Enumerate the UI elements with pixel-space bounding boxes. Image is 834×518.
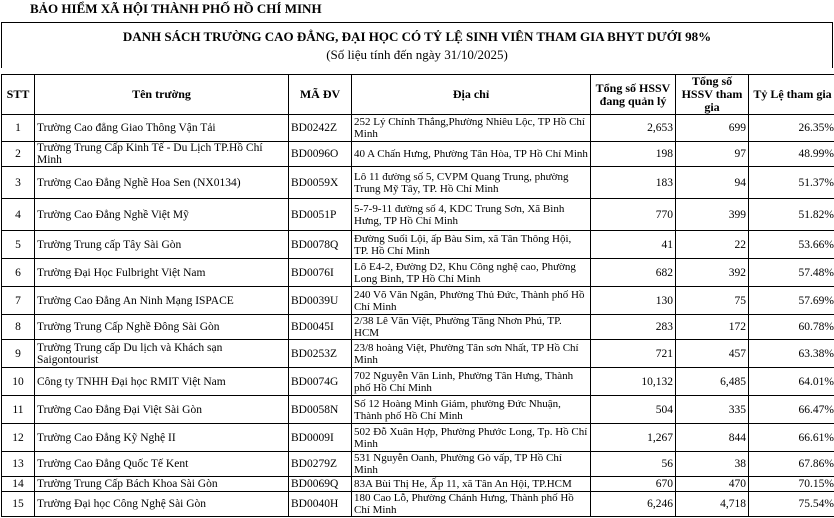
cell-managed-count: 1,267 xyxy=(591,424,676,452)
cell-unit-code: BD0059X xyxy=(289,167,352,199)
cell-joined-count: 844 xyxy=(676,424,749,452)
table-row xyxy=(2,167,834,199)
schools-table xyxy=(1,74,834,517)
col-header-rate: Tỷ Lệ tham gia xyxy=(749,75,834,115)
cell-joined-count: 97 xyxy=(676,142,749,167)
cell-address: 40 A Chấn Hưng, Phường Tân Hòa, TP Hồ Chí Minh xyxy=(352,142,591,167)
cell-unit-code: BD0009I xyxy=(289,424,352,452)
cell-address: Lô 11 đường số 5, CVPM Quang Trung, phường Trung Mỹ Tây, TP. Hồ Chí Minh xyxy=(352,167,591,199)
cell-unit-code: BD0069Q xyxy=(289,477,352,492)
cell-school-name: Trường Đại Học Fulbright Việt Nam xyxy=(35,259,289,287)
cell-unit-code: BD0039U xyxy=(289,287,352,315)
col-header-code: MÃ ĐV xyxy=(289,75,352,115)
cell-joined-count: 399 xyxy=(676,199,749,231)
cell-unit-code: BD0096O xyxy=(289,142,352,167)
cell-stt: 6 xyxy=(2,259,35,287)
cell-managed-count: 183 xyxy=(591,167,676,199)
cell-unit-code: BD0076I xyxy=(289,259,352,287)
report-title-box xyxy=(1,22,833,68)
cell-address: 531 Nguyễn Oanh, Phường Gò vấp, TP Hồ Chí Minh xyxy=(352,452,591,477)
table-row xyxy=(2,396,834,424)
cell-school-name: Trường Cao đẳng Giao Thông Vận Tải xyxy=(35,115,289,142)
cell-joined-count: 335 xyxy=(676,396,749,424)
cell-school-name: Trường Trung Cấp Kinh Tế - Du Lịch TP.Hồ Chí Minh xyxy=(35,142,289,167)
cell-managed-count: 283 xyxy=(591,315,676,340)
report-title: DANH SÁCH TRƯỜNG CAO ĐẲNG, ĐẠI HỌC CÓ TỶ LỆ SINH VIÊN THAM GIA BHYT DƯỚI 98% xyxy=(122,29,712,44)
cell-school-name: Trường Cao Đẳng An Ninh Mạng ISPACE xyxy=(35,287,289,315)
cell-stt: 9 xyxy=(2,340,35,368)
organization-name: BẢO HIỂM XÃ HỘI THÀNH PHỐ HỒ CHÍ MINH xyxy=(30,1,322,16)
cell-school-name: Trường Trung cấp Tây Sài Gòn xyxy=(35,231,289,259)
cell-stt: 5 xyxy=(2,231,35,259)
cell-school-name: Trường Cao Đẳng Đại Việt Sài Gòn xyxy=(35,396,289,424)
cell-joined-count: 4,718 xyxy=(676,492,749,517)
table-row xyxy=(2,287,834,315)
cell-school-name: Trường Trung Cấp Bách Khoa Sài Gòn xyxy=(35,477,289,492)
table-row xyxy=(2,142,834,167)
table-row xyxy=(2,259,834,287)
cell-address: 2/38 Lê Văn Việt, Phường Tăng Nhơn Phú, TP. HCM xyxy=(352,315,591,340)
cell-joined-count: 392 xyxy=(676,259,749,287)
cell-stt: 7 xyxy=(2,287,35,315)
cell-participation-rate: 51.37% xyxy=(749,167,834,199)
cell-participation-rate: 75.54% xyxy=(749,492,834,517)
cell-participation-rate: 70.15% xyxy=(749,477,834,492)
report-subtitle: (Số liệu tính đến ngày 31/10/2025) xyxy=(326,47,508,62)
cell-participation-rate: 57.48% xyxy=(749,259,834,287)
table-row xyxy=(2,231,834,259)
cell-managed-count: 6,246 xyxy=(591,492,676,517)
cell-stt: 12 xyxy=(2,424,35,452)
cell-address: 23/8 hoàng Việt, Phường Tân sơn Nhất, TP Hồ Chí Minh xyxy=(352,340,591,368)
cell-joined-count: 38 xyxy=(676,452,749,477)
cell-joined-count: 6,485 xyxy=(676,368,749,396)
cell-unit-code: BD0051P xyxy=(289,199,352,231)
cell-school-name: Công ty TNHH Đại học RMIT Việt Nam xyxy=(35,368,289,396)
cell-address: 180 Cao Lỗ, Phường Chánh Hưng, Thành phố Hồ Chí Minh xyxy=(352,492,591,517)
cell-participation-rate: 51.82% xyxy=(749,199,834,231)
table-body xyxy=(2,115,834,517)
cell-address: 5-7-9-11 đường số 4, KDC Trung Sơn, Xã Bình Hưng, TP Hồ Chí Minh xyxy=(352,199,591,231)
cell-managed-count: 721 xyxy=(591,340,676,368)
cell-address: Số 12 Hoàng Minh Giám, phường Đức Nhuận, Thành phố Hồ Chí Minh xyxy=(352,396,591,424)
cell-joined-count: 470 xyxy=(676,477,749,492)
cell-participation-rate: 57.69% xyxy=(749,287,834,315)
cell-stt: 2 xyxy=(2,142,35,167)
cell-school-name: Trường Trung Cấp Nghề Đông Sài Gòn xyxy=(35,315,289,340)
cell-unit-code: BD0074G xyxy=(289,368,352,396)
cell-school-name: Trường Cao Đẳng Nghề Việt Mỹ xyxy=(35,199,289,231)
cell-stt: 13 xyxy=(2,452,35,477)
cell-unit-code: BD0078Q xyxy=(289,231,352,259)
col-header-address: Địa chỉ xyxy=(352,75,591,115)
cell-participation-rate: 66.47% xyxy=(749,396,834,424)
col-header-managed: Tổng số HSSV đang quản lý xyxy=(591,75,676,115)
cell-managed-count: 198 xyxy=(591,142,676,167)
cell-managed-count: 130 xyxy=(591,287,676,315)
cell-school-name: Trường Cao Đẳng Nghề Hoa Sen (NX0134) xyxy=(35,167,289,199)
cell-address: 83A Bùi Thị He, Ấp 11, xã Tân An Hội, TP.HCM xyxy=(352,477,591,492)
cell-participation-rate: 66.61% xyxy=(749,424,834,452)
cell-managed-count: 41 xyxy=(591,231,676,259)
cell-stt: 1 xyxy=(2,115,35,142)
table-row xyxy=(2,424,834,452)
cell-address: 252 Lý Chính Thắng,Phường Nhiêu Lộc, TP Hồ Chí Minh xyxy=(352,115,591,142)
cell-joined-count: 75 xyxy=(676,287,749,315)
cell-participation-rate: 64.01% xyxy=(749,368,834,396)
cell-unit-code: BD0253Z xyxy=(289,340,352,368)
cell-unit-code: BD0242Z xyxy=(289,115,352,142)
cell-address: Lô E4-2, Đường D2, Khu Công nghệ cao, Phường Long Bình, TP Hồ Chí Minh xyxy=(352,259,591,287)
cell-school-name: Trường Cao Đẳng Quốc Tế Kent xyxy=(35,452,289,477)
table-row xyxy=(2,115,834,142)
cell-unit-code: BD0040H xyxy=(289,492,352,517)
table-row xyxy=(2,368,834,396)
cell-address: 702 Nguyễn Văn Linh, Phường Tân Hưng, Thành phố Hồ Chí Minh xyxy=(352,368,591,396)
cell-joined-count: 22 xyxy=(676,231,749,259)
cell-unit-code: BD0058N xyxy=(289,396,352,424)
cell-managed-count: 770 xyxy=(591,199,676,231)
cell-school-name: Trường Cao Đẳng Kỹ Nghệ II xyxy=(35,424,289,452)
cell-managed-count: 670 xyxy=(591,477,676,492)
cell-unit-code: BD0279Z xyxy=(289,452,352,477)
cell-managed-count: 682 xyxy=(591,259,676,287)
cell-school-name: Trường Trung cấp Du lịch và Khách sạn Saigontourist xyxy=(35,340,289,368)
col-header-joined: Tổng số HSSV tham gia xyxy=(676,75,749,115)
table-row xyxy=(2,452,834,477)
table-row xyxy=(2,315,834,340)
cell-managed-count: 56 xyxy=(591,452,676,477)
cell-participation-rate: 63.38% xyxy=(749,340,834,368)
cell-participation-rate: 67.86% xyxy=(749,452,834,477)
cell-address: Đường Suối Lội, ấp Bàu Sim, xã Tân Thông Hội, TP. Hồ Chí Minh xyxy=(352,231,591,259)
cell-address: 240 Võ Văn Ngân, Phường Thủ Đức, Thành phố Hồ Chí Minh xyxy=(352,287,591,315)
table-header-row xyxy=(2,75,834,115)
cell-participation-rate: 53.66% xyxy=(749,231,834,259)
cell-managed-count: 504 xyxy=(591,396,676,424)
cell-participation-rate: 26.35% xyxy=(749,115,834,142)
cell-stt: 10 xyxy=(2,368,35,396)
cell-participation-rate: 60.78% xyxy=(749,315,834,340)
cell-unit-code: BD0045I xyxy=(289,315,352,340)
col-header-name: Tên trường xyxy=(35,75,289,115)
cell-stt: 14 xyxy=(2,477,35,492)
cell-managed-count: 2,653 xyxy=(591,115,676,142)
cell-joined-count: 457 xyxy=(676,340,749,368)
table-row xyxy=(2,492,834,517)
table-row xyxy=(2,477,834,492)
table-row xyxy=(2,340,834,368)
cell-stt: 4 xyxy=(2,199,35,231)
cell-joined-count: 94 xyxy=(676,167,749,199)
cell-participation-rate: 48.99% xyxy=(749,142,834,167)
cell-school-name: Trường Đại học Công Nghệ Sài Gòn xyxy=(35,492,289,517)
cell-stt: 8 xyxy=(2,315,35,340)
cell-joined-count: 172 xyxy=(676,315,749,340)
cell-stt: 11 xyxy=(2,396,35,424)
cell-managed-count: 10,132 xyxy=(591,368,676,396)
cell-address: 502 Đỗ Xuân Hợp, Phường Phước Long, Tp. Hồ Chí Minh xyxy=(352,424,591,452)
col-header-stt: STT xyxy=(2,75,35,115)
table-row xyxy=(2,199,834,231)
cell-joined-count: 699 xyxy=(676,115,749,142)
cell-stt: 15 xyxy=(2,492,35,517)
cell-stt: 3 xyxy=(2,167,35,199)
